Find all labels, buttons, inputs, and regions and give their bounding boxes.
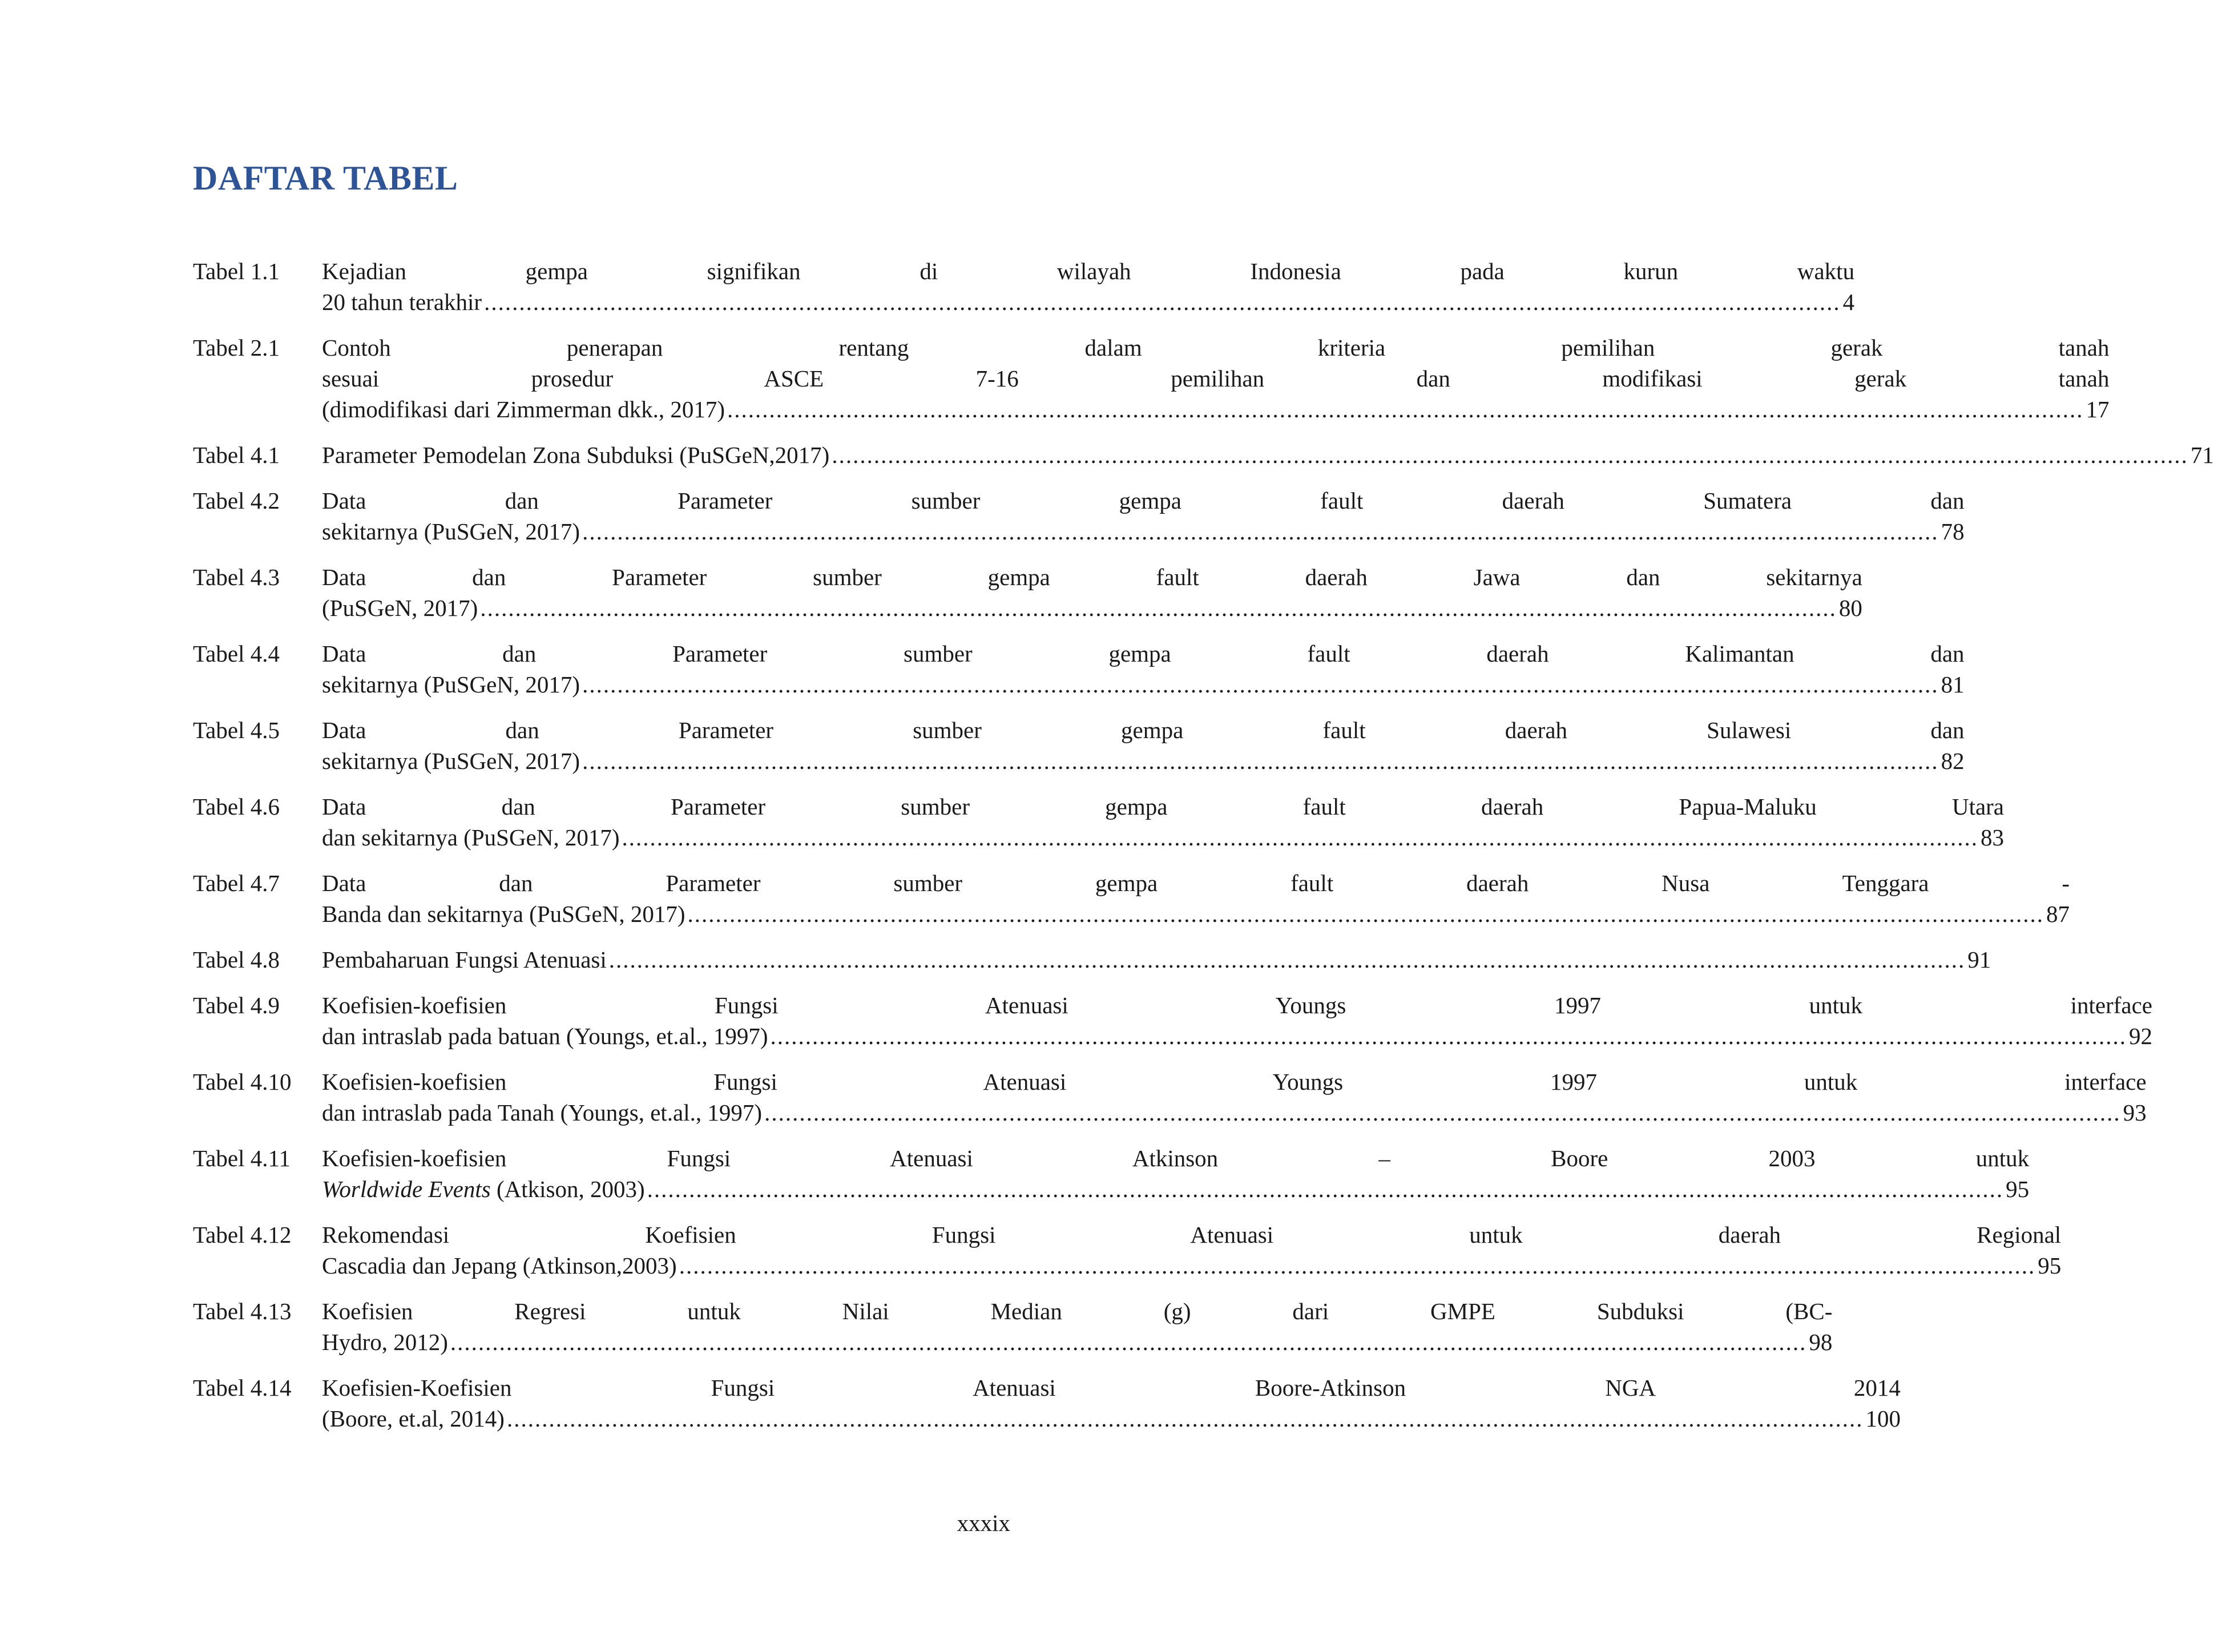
toc-entry-line: Koefisien-Koefisien Fungsi Atenuasi Boore-Atkinson NGA 2014 <box>322 1375 1901 1401</box>
toc-entry-line: Data dan Parameter sumber gempa fault daerah Jawa dan sekitarnya <box>322 564 1862 590</box>
toc-entry[interactable] <box>193 485 1965 547</box>
toc-entry-title-end <box>322 1327 448 1357</box>
toc-entry-page-number: 91 <box>1967 946 1991 973</box>
toc-entry-last-line <box>322 1097 2147 1128</box>
toc-entry-label: Tabel 4.5 <box>193 717 280 743</box>
toc-entry-title-end <box>322 822 620 853</box>
toc-entry-page-number: 93 <box>2123 1099 2147 1126</box>
toc-entry-title-end <box>322 1021 768 1051</box>
toc-entry-page-number: 17 <box>2086 396 2110 422</box>
toc-entry-last-line <box>322 394 2109 425</box>
table-list <box>193 256 2214 1449</box>
toc-entry[interactable] <box>193 944 1991 975</box>
toc-entry[interactable] <box>193 1296 1833 1357</box>
toc-entry-last-line <box>322 898 2070 929</box>
toc-entry-text: Hydro, 2012) <box>322 1329 448 1355</box>
toc-entry-body <box>322 1143 2029 1204</box>
toc-entry-text: dan intraslab pada batuan (Youngs, et.al., 1997) <box>322 1023 768 1049</box>
toc-entry-title-end <box>322 1250 677 1281</box>
toc-entry-body <box>322 256 1854 317</box>
page-title: DAFTAR TABEL <box>193 159 458 197</box>
toc-entry[interactable] <box>193 256 1855 317</box>
toc-entry-title-end <box>322 1403 505 1434</box>
dot-leader <box>647 1174 2004 1204</box>
dot-leader <box>582 516 1939 547</box>
toc-entry[interactable] <box>193 1372 1901 1434</box>
toc-entry-body <box>322 868 2070 929</box>
toc-entry-body <box>322 1296 1832 1357</box>
toc-entry-page-number: 92 <box>2129 1023 2153 1049</box>
toc-entry-body <box>322 944 1991 975</box>
toc-entry-text: (Atkison, 2003) <box>490 1176 645 1202</box>
toc-entry-text: Pembaharuan Fungsi Atenuasi <box>322 946 607 973</box>
toc-entry-line: Koefisien-koefisien Fungsi Atenuasi Atkinson – Boore 2003 untuk <box>322 1145 2030 1171</box>
toc-entry-page-number: 71 <box>2190 442 2214 468</box>
toc-entry-text: (dimodifikasi dari Zimmerman dkk., 2017) <box>322 396 725 422</box>
toc-entry-line: Contoh penerapan rentang dalam kriteria pemilihan gerak tanah <box>322 335 2110 361</box>
toc-entry-last-line <box>322 516 1965 547</box>
dot-leader <box>727 394 2084 425</box>
toc-entry-page-number: 87 <box>2046 901 2070 927</box>
dot-leader <box>679 1250 2036 1281</box>
toc-entry-title-end <box>322 287 482 317</box>
toc-entry-body <box>322 990 2152 1051</box>
toc-entry-text: sekitarnya (PuSGeN, 2017) <box>322 748 580 774</box>
toc-entry-body <box>322 638 1965 700</box>
dot-leader <box>764 1097 2121 1128</box>
toc-entry-label: Tabel 1.1 <box>193 258 280 284</box>
toc-entry-last-line <box>322 944 1991 975</box>
toc-entry-last-line <box>322 1021 2152 1051</box>
toc-entry-label: Tabel 4.12 <box>193 1222 292 1248</box>
toc-entry-text: dan intraslab pada Tanah (Youngs, et.al., 1997) <box>322 1099 763 1126</box>
toc-entry-title-end <box>322 394 725 425</box>
dot-leader <box>582 746 1939 776</box>
dot-leader <box>480 593 1837 623</box>
toc-entry[interactable] <box>193 1066 2147 1128</box>
toc-entry[interactable] <box>193 868 2070 929</box>
toc-entry-page-number: 100 <box>1865 1405 1901 1432</box>
toc-entry-page-number: 80 <box>1838 595 1862 621</box>
toc-entry[interactable] <box>193 562 1862 623</box>
toc-entry-last-line <box>322 669 1965 700</box>
toc-entry[interactable] <box>193 990 2153 1051</box>
toc-entry[interactable] <box>193 332 2110 425</box>
toc-entry-label: Tabel 4.14 <box>193 1375 292 1401</box>
toc-entry[interactable] <box>193 715 1965 776</box>
toc-entry[interactable] <box>193 1143 2030 1204</box>
toc-entry-page-number: 98 <box>1809 1329 1833 1355</box>
toc-entry-title-end <box>322 898 685 929</box>
toc-entry-text: Cascadia dan Jepang (Atkinson,2003) <box>322 1252 677 1279</box>
toc-entry-body <box>322 440 2214 470</box>
toc-entry-body <box>322 1219 2061 1281</box>
toc-entry-label: Tabel 4.6 <box>193 793 280 820</box>
toc-entry-label: Tabel 4.1 <box>193 442 280 468</box>
toc-entry-label: Tabel 4.11 <box>193 1145 291 1171</box>
toc-entry-title-end <box>322 516 580 547</box>
toc-entry-text: Banda dan sekitarnya (PuSGeN, 2017) <box>322 901 685 927</box>
toc-entry-line: Data dan Parameter sumber gempa fault daerah Papua-Maluku Utara <box>322 793 2005 820</box>
toc-entry-label: Tabel 4.9 <box>193 992 280 1018</box>
toc-entry-line: Koefisien-koefisien Fungsi Atenuasi Youngs 1997 untuk interface <box>322 992 2153 1018</box>
dot-leader <box>688 898 2044 929</box>
toc-entry-body <box>322 562 1862 623</box>
toc-entry-last-line <box>322 1174 2029 1204</box>
toc-entry-label: Tabel 4.2 <box>193 487 280 514</box>
dot-leader <box>832 440 2188 470</box>
dot-leader <box>582 669 1939 700</box>
toc-entry-body <box>322 715 1965 776</box>
toc-entry-text: Parameter Pemodelan Zona Subduksi (PuSGeN,2017) <box>322 442 830 468</box>
toc-entry-label: Tabel 4.7 <box>193 870 280 896</box>
toc-entry-title-end <box>322 1097 762 1128</box>
toc-entry-label: Tabel 4.4 <box>193 640 280 667</box>
toc-entry-last-line <box>322 1250 2061 1281</box>
toc-entry-last-line <box>322 287 1854 317</box>
toc-entry-last-line <box>322 746 1965 776</box>
toc-entry-last-line <box>322 1327 1832 1357</box>
toc-entry-title-end <box>322 440 829 470</box>
dot-leader <box>622 822 1979 853</box>
toc-entry-body <box>322 791 2004 853</box>
toc-entry-last-line <box>322 822 2004 853</box>
toc-entry-line: Rekomendasi Koefisien Fungsi Atenuasi untuk daerah Regional <box>322 1222 2062 1248</box>
toc-entry-label: Tabel 4.8 <box>193 946 280 973</box>
toc-entry-line: Koefisien-koefisien Fungsi Atenuasi Youngs 1997 untuk interface <box>322 1069 2147 1095</box>
toc-entry-line: sesuai prosedur ASCE 7-16 pemilihan dan modifikasi gerak tanah <box>322 365 2110 392</box>
dot-leader <box>771 1021 2127 1051</box>
page-number: xxxix <box>957 1510 1010 1536</box>
toc-entry-title-end <box>322 746 580 776</box>
toc-entry-label: Tabel 4.3 <box>193 564 280 590</box>
toc-entry-text: (PuSGeN, 2017) <box>322 595 478 621</box>
toc-entry-page-number: 95 <box>2006 1176 2030 1202</box>
toc-entry[interactable] <box>193 440 2214 470</box>
toc-entry-page-number: 83 <box>1981 824 2005 851</box>
toc-entry-last-line <box>322 1403 1901 1434</box>
toc-entry-page-number: 78 <box>1941 518 1965 545</box>
toc-entry-page-number: 95 <box>2038 1252 2062 1279</box>
toc-entry-page-number: 82 <box>1941 748 1965 774</box>
toc-entry-body <box>322 1066 2147 1128</box>
toc-entry-text: dan sekitarnya (PuSGeN, 2017) <box>322 824 620 851</box>
toc-entry-body <box>322 1372 1901 1434</box>
toc-entry-last-line <box>322 593 1862 623</box>
toc-entry-text: 20 tahun terakhir <box>322 289 482 315</box>
toc-entry[interactable] <box>193 638 1965 700</box>
dot-leader <box>609 944 1966 975</box>
toc-entry-title-end <box>322 944 607 975</box>
toc-entry-line: Data dan Parameter sumber gempa fault daerah Sumatera dan <box>322 487 1965 514</box>
toc-entry-title-end <box>322 1174 645 1204</box>
toc-entry-italic-text: Worldwide Events <box>322 1176 491 1202</box>
dot-leader <box>507 1403 1864 1434</box>
toc-entry-title-end <box>322 593 478 623</box>
toc-entry-body <box>322 332 2109 425</box>
toc-entry-line: Data dan Parameter sumber gempa fault daerah Kalimantan dan <box>322 640 1965 667</box>
toc-entry-label: Tabel 2.1 <box>193 335 280 361</box>
toc-entry-page-number: 4 <box>1842 289 1855 315</box>
toc-entry-page-number: 81 <box>1941 671 1965 698</box>
toc-entry[interactable] <box>193 791 2005 853</box>
toc-entry-text: sekitarnya (PuSGeN, 2017) <box>322 671 580 698</box>
toc-entry-body <box>322 485 1965 547</box>
toc-entry-last-line <box>322 440 2214 470</box>
toc-entry-label: Tabel 4.10 <box>193 1069 292 1095</box>
toc-entry-label: Tabel 4.13 <box>193 1298 292 1324</box>
toc-entry-line: Data dan Parameter sumber gempa fault daerah Sulawesi dan <box>322 717 1965 743</box>
toc-entry-line: Koefisien Regresi untuk Nilai Median (g) dari GMPE Subduksi (BC- <box>322 1298 1833 1324</box>
toc-entry-line: Data dan Parameter sumber gempa fault daerah Nusa Tenggara - <box>322 870 2070 896</box>
dot-leader <box>450 1327 1807 1357</box>
dot-leader <box>484 287 1841 317</box>
toc-entry-line: Kejadian gempa signifikan di wilayah Indonesia pada kurun waktu <box>322 258 1855 284</box>
toc-entry-title-end <box>322 669 580 700</box>
toc-entry-text: (Boore, et.al, 2014) <box>322 1405 505 1432</box>
toc-entry[interactable] <box>193 1219 2062 1281</box>
toc-entry-text: sekitarnya (PuSGeN, 2017) <box>322 518 580 545</box>
